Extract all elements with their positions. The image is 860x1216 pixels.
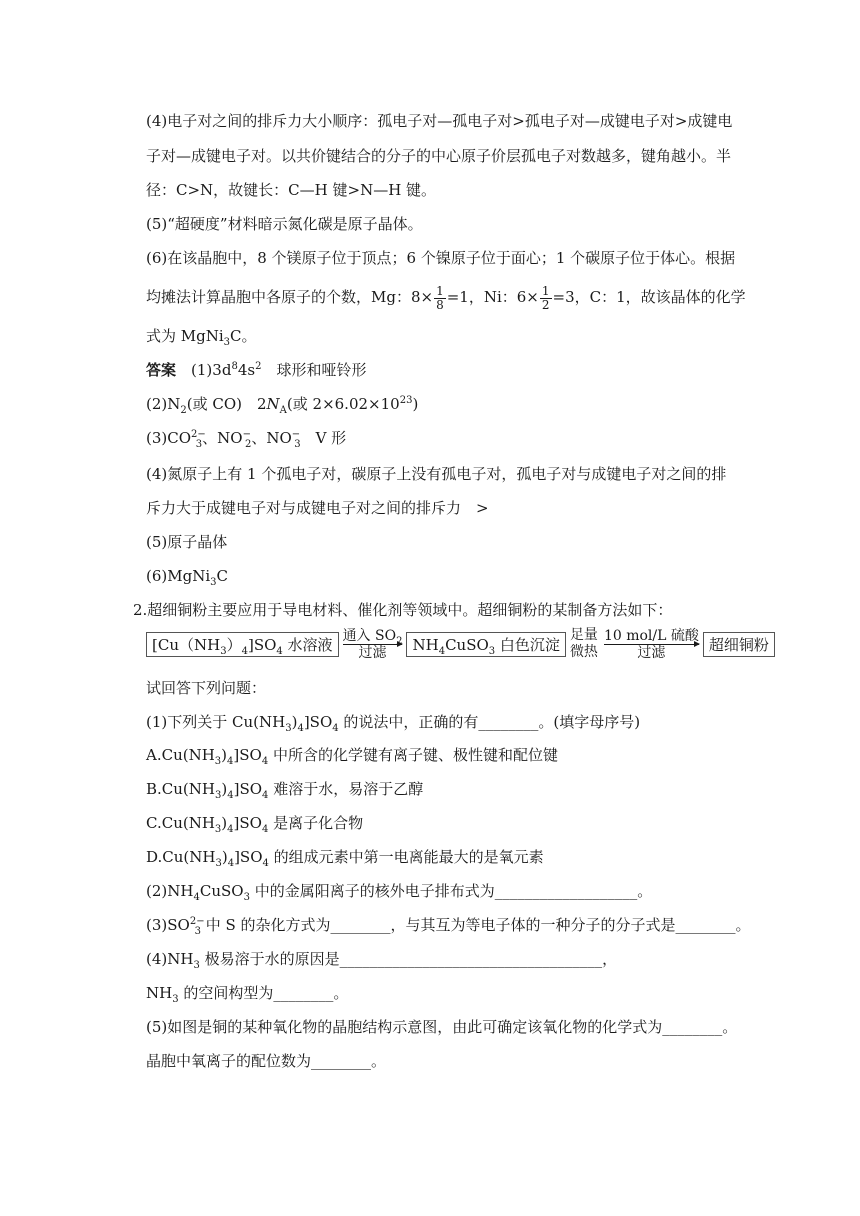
text-span: (2)NH bbox=[146, 882, 194, 900]
arrow-condition-top bbox=[342, 627, 403, 647]
flow-arrow bbox=[604, 628, 699, 661]
subscript: 4 bbox=[241, 645, 248, 657]
subscript: 4 bbox=[227, 824, 234, 835]
explanation-line bbox=[146, 326, 257, 346]
arrow-condition-bottom: 过滤 bbox=[358, 644, 387, 661]
answer-line: (5)原子晶体 bbox=[146, 533, 228, 551]
arrow-condition-bottom: 过滤 bbox=[637, 644, 666, 661]
subscript: 3 bbox=[223, 337, 231, 348]
subscript: A bbox=[279, 405, 287, 416]
subscript: 3 bbox=[193, 960, 200, 971]
text-span: CuSO bbox=[199, 882, 244, 900]
text-span: 中所含的化学键有离子键、极性键和配位键 bbox=[268, 746, 558, 764]
option-c bbox=[146, 813, 363, 833]
subquestion-2 bbox=[146, 881, 652, 901]
option-a bbox=[146, 745, 558, 765]
explanation-line: (4)电子对之间的排斥力大小顺序：孤电子对—孤电子对>孤电子对—成键电子对>成键电 bbox=[146, 112, 733, 130]
text-span: ) bbox=[221, 746, 228, 764]
text-span: 中 S 的杂化方式为________，与其互为等电子体的一种分子的分子式是________。 bbox=[200, 916, 751, 934]
text-span: (3)CO bbox=[146, 429, 192, 447]
text-span: A.Cu(NH bbox=[146, 746, 215, 764]
fraction-denominator: 8 bbox=[436, 297, 444, 312]
subscript: 3 bbox=[194, 926, 201, 937]
subscript: 4 bbox=[262, 790, 269, 801]
superscript: − bbox=[291, 429, 301, 440]
subscript: 3 bbox=[215, 858, 222, 869]
subquestion-4 bbox=[146, 949, 617, 969]
fraction-numerator: 1 bbox=[436, 283, 444, 298]
text-span: 的说法中，正确的有________。(填字母序号) bbox=[338, 713, 641, 731]
text-span: NH bbox=[146, 984, 173, 1002]
question-title: 2.超细铜粉主要应用于导电材料、催化剂等领域中。超细铜粉的某制备方法如下： bbox=[133, 601, 673, 619]
option-d bbox=[146, 847, 544, 867]
fraction bbox=[434, 285, 446, 312]
flow-arrow bbox=[343, 628, 403, 661]
subscript: 4 bbox=[261, 756, 269, 767]
arrow-shaft bbox=[343, 644, 403, 645]
text-span: 白色沉淀 bbox=[495, 635, 560, 654]
text-span: 式为 MgNi bbox=[146, 327, 224, 345]
text-span: 、NO bbox=[251, 429, 292, 447]
subscript: 4 bbox=[297, 723, 304, 734]
preparation-flow-diagram bbox=[146, 626, 775, 662]
subscript: 4 bbox=[276, 645, 283, 657]
superscript: − bbox=[242, 429, 251, 440]
fraction bbox=[540, 285, 552, 312]
subscript: 4 bbox=[227, 858, 235, 869]
text-span: NH bbox=[412, 635, 439, 654]
text-span: C.Cu(NH bbox=[146, 814, 215, 832]
text-span: ) bbox=[291, 713, 298, 731]
arrow-condition-top: 10 mol/L 硫酸 bbox=[603, 627, 699, 644]
superscript: 2− bbox=[191, 429, 206, 440]
text-span: ]SO bbox=[233, 746, 262, 764]
subscript: 4 bbox=[262, 858, 269, 869]
text-span: 均摊法计算晶胞中各原子的个数，Mg：8× bbox=[146, 288, 434, 306]
subscript: 4 bbox=[438, 645, 446, 657]
text-span: (4)NH bbox=[146, 950, 194, 968]
flow-conditions bbox=[570, 627, 598, 661]
text-span: (2)N bbox=[146, 395, 181, 413]
subscript: 4 bbox=[227, 756, 234, 767]
text-span: 、NO bbox=[202, 429, 243, 447]
text-span: ) bbox=[221, 780, 228, 798]
subscript: 4 bbox=[261, 824, 269, 835]
subscript: 4 bbox=[227, 790, 234, 801]
subscript: 3 bbox=[195, 439, 203, 450]
subscript: 3 bbox=[214, 756, 222, 767]
superscript: 8 bbox=[231, 361, 238, 372]
text-span: (或 CO) 2 bbox=[186, 395, 267, 413]
text-span: ]SO bbox=[233, 780, 263, 798]
subscript: 3 bbox=[214, 824, 222, 835]
subscript: 4 bbox=[332, 723, 339, 734]
text-span: N bbox=[266, 395, 280, 413]
text-span: (1)3d bbox=[191, 361, 232, 379]
text-span: C bbox=[216, 567, 228, 585]
superscript: 2 bbox=[255, 361, 262, 372]
text-span: 极易溶于水的原因是___________________________________， bbox=[199, 950, 618, 968]
flow-box-product: 超细铜粉 bbox=[703, 632, 775, 657]
explanation-line: (6)在该晶胞中，8 个镁原子位于顶点；6 个镍原子位于面心；1 个碳原子位于体心。根据 bbox=[146, 249, 736, 267]
text-span: CuSO bbox=[445, 635, 489, 654]
subquestion-1 bbox=[146, 712, 640, 732]
answer-line: 斥力大于成键电子对与成键电子对之间的排斥力 > bbox=[146, 499, 489, 517]
fraction-numerator: 1 bbox=[541, 283, 550, 298]
text-span: (或 2×6.02×10 bbox=[286, 395, 400, 413]
subscript: 3 bbox=[285, 723, 292, 734]
condition-label: 微热 bbox=[569, 644, 598, 660]
text-span: =1，Ni：6× bbox=[446, 288, 539, 306]
subscript: 2 bbox=[396, 635, 403, 647]
superscript: 23 bbox=[399, 395, 413, 406]
text-span: ） bbox=[226, 635, 242, 654]
text-span: [Cu（NH bbox=[152, 635, 221, 654]
superscript: 2− bbox=[189, 916, 205, 927]
answer-line bbox=[146, 360, 366, 380]
text-span: (1)下列关于 Cu(NH bbox=[146, 713, 286, 731]
text-span: =3，C：1，故该晶体的化学 bbox=[552, 288, 746, 306]
text-span: ) bbox=[412, 395, 419, 413]
text-span: ]SO bbox=[247, 635, 277, 654]
text-span: 是离子化合物 bbox=[268, 814, 364, 832]
text-span: 难溶于水，易溶于乙醇 bbox=[268, 780, 424, 798]
subquestion-5-continued: 晶胞中氧离子的配位数为________。 bbox=[146, 1052, 387, 1070]
subscript: 3 bbox=[215, 790, 222, 801]
text-span: 的空间构型为________。 bbox=[178, 984, 349, 1002]
text-span: (3)SO bbox=[146, 916, 190, 934]
text-span: ) bbox=[221, 814, 228, 832]
text-span: 4s bbox=[237, 361, 256, 379]
fraction-denominator: 2 bbox=[541, 297, 550, 312]
text-span: 的组成元素中第一电离能最大的是氧元素 bbox=[268, 848, 544, 866]
flow-box-intermediate bbox=[406, 632, 565, 657]
answer-line bbox=[146, 428, 346, 448]
subscript: 2 bbox=[244, 439, 252, 450]
question-prompt: 试回答下列问题： bbox=[146, 679, 267, 697]
text-span: V 形 bbox=[300, 429, 347, 447]
text-span: C。 bbox=[230, 327, 257, 345]
arrow-shaft bbox=[604, 644, 699, 645]
text-span: 球形和哑铃形 bbox=[261, 361, 367, 379]
answer-line: (4)氮原子上有 1 个孤电子对，碳原子上没有孤电子对，孤电子对与成键电子对之间的排 bbox=[146, 465, 727, 483]
answer-line bbox=[146, 566, 228, 586]
explanation-line: (5)“超硬度”材料暗示氮化碳是原子晶体。 bbox=[146, 215, 423, 233]
answer-line bbox=[146, 394, 418, 414]
subscript: 3 bbox=[243, 892, 250, 903]
explanation-fraction-line bbox=[146, 280, 746, 314]
text-span: ]SO bbox=[233, 814, 262, 832]
text-span: 中的金属阳离子的核外电子排布式为___________________。 bbox=[249, 882, 653, 900]
subscript: 3 bbox=[210, 577, 217, 588]
subscript: 3 bbox=[220, 645, 227, 657]
subscript: 3 bbox=[488, 645, 496, 657]
subquestion-5: (5)如图是铜的某种氧化物的晶胞结构示意图，由此可确定该氧化物的化学式为________。 bbox=[146, 1018, 738, 1036]
text-span: ) bbox=[221, 848, 228, 866]
flow-box-reactant bbox=[146, 632, 339, 657]
text-span: (6)MgNi bbox=[146, 567, 211, 585]
text-span: ]SO bbox=[234, 848, 263, 866]
text-span: 通入 SO bbox=[342, 627, 397, 644]
subquestion-3 bbox=[146, 915, 751, 935]
subscript: 3 bbox=[172, 994, 179, 1005]
option-b bbox=[146, 779, 423, 799]
subscript: 2 bbox=[180, 405, 187, 416]
subscript: 4 bbox=[193, 892, 200, 903]
text-span: 水溶液 bbox=[282, 635, 333, 654]
subquestion-4-continued bbox=[146, 983, 348, 1003]
text-span: ]SO bbox=[303, 713, 333, 731]
text-span: D.Cu(NH bbox=[146, 848, 216, 866]
subscript: 3 bbox=[294, 439, 301, 450]
explanation-line: 径：C>N，故键长：C—H 键>N—H 键。 bbox=[146, 181, 437, 199]
answer-label: 答案 bbox=[146, 361, 177, 379]
text-span: B.Cu(NH bbox=[146, 780, 215, 798]
condition-label: 足量 bbox=[569, 627, 598, 643]
explanation-line: 子对—成键电子对。以共价键结合的分子的中心原子价层孤电子对数越多，键角越小。半 bbox=[146, 147, 732, 165]
